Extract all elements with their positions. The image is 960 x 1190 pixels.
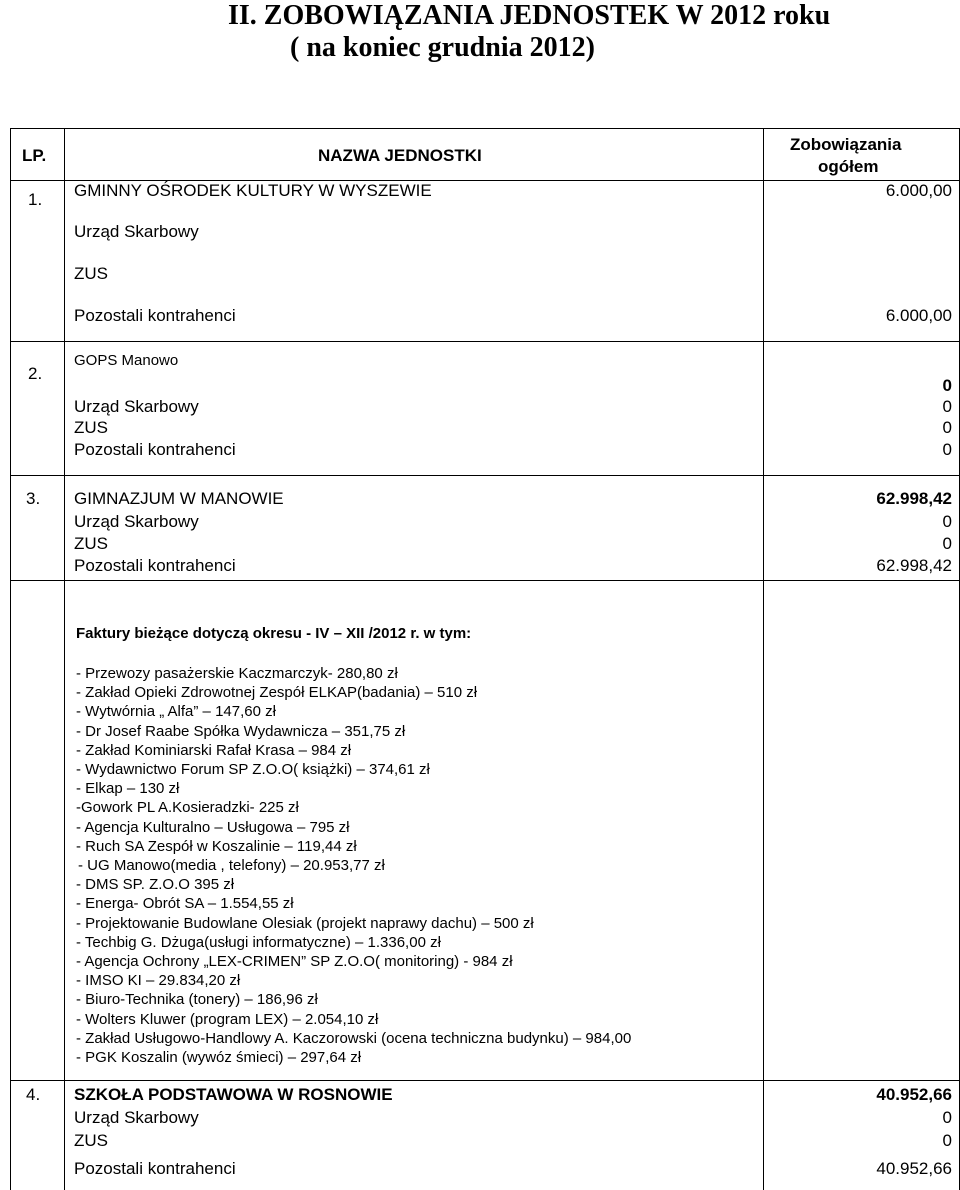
header-total-line1: Zobowiązania xyxy=(790,135,902,154)
unit-lp: 1. xyxy=(28,190,43,209)
row-label: ZUS xyxy=(74,264,108,283)
invoice-line: - Energa- Obrót SA – 1.554,55 zł xyxy=(76,895,294,913)
row-value: 0 xyxy=(942,397,952,416)
row-label: ZUS xyxy=(74,534,108,553)
row-value: 62.998,42 xyxy=(876,556,952,575)
invoice-line: - Projektowanie Budowlane Olesiak (projekt naprawy dachu) – 500 zł xyxy=(76,914,534,932)
invoice-line: - Zakład Kominiarski Rafał Krasa – 984 zł xyxy=(76,741,352,759)
row-value: 0 xyxy=(942,512,952,531)
row-label: Urząd Skarbowy xyxy=(74,512,199,531)
row-label: Urząd Skarbowy xyxy=(74,222,199,241)
invoice-line: - DMS SP. Z.O.O 395 zł xyxy=(76,876,235,894)
unit-lp: 4. xyxy=(26,1085,41,1104)
invoice-line: - UG Manowo(media , telefony) – 20.953,77 zł xyxy=(78,857,385,874)
row-label: Urząd Skarbowy xyxy=(74,1108,199,1127)
row-label: ZUS xyxy=(74,1131,108,1150)
invoice-line: - Elkap – 130 zł xyxy=(76,780,180,798)
invoice-line: - Dr Josef Raabe Spółka Wydawnicza – 351,75 zł xyxy=(76,722,406,740)
invoice-line: -Gowork PL A.Kosieradzki- 225 zł xyxy=(76,799,299,817)
unit-total: 62.998,42 xyxy=(876,489,952,508)
row-value: 0 xyxy=(942,440,952,459)
invoice-line: - Wolters Kluwer (program LEX) – 2.054,10 zł xyxy=(76,1010,379,1028)
unit-total: 40.952,66 xyxy=(876,1085,952,1104)
unit-name: SZKOŁA PODSTAWOWA W ROSNOWIE xyxy=(74,1085,393,1104)
row-value: 0 xyxy=(942,418,952,437)
invoice-line: - IMSO KI – 29.834,20 zł xyxy=(76,972,241,990)
invoice-line: - Agencja Kulturalno – Usługowa – 795 zł xyxy=(76,818,350,836)
row-label: Pozostali kontrahenci xyxy=(74,306,236,325)
header-total-line2: ogółem xyxy=(818,157,879,176)
row-value: 0 xyxy=(942,534,952,553)
invoice-line: - PGK Koszalin (wywóz śmieci) – 297,64 zł xyxy=(76,1049,362,1066)
row-value: 0 xyxy=(942,1108,952,1127)
invoice-line: - Wydawnictwo Forum SP Z.O.O( książki) – 374,61 zł xyxy=(76,761,430,778)
row-value: 0 xyxy=(942,1131,952,1150)
row-value: 6.000,00 xyxy=(885,306,952,325)
invoice-line: - Przewozy pasażerskie Kaczmarczyk- 280,80 zł xyxy=(76,665,398,682)
unit-total: 0 xyxy=(942,376,952,395)
invoice-line: - Biuro-Technika (tonery) – 186,96 zł xyxy=(76,991,318,1009)
unit-lp: 3. xyxy=(26,489,41,508)
invoice-line: - Zakład Usługowo-Handlowy A. Kaczorowski (ocena techniczna budynku) – 984,00 xyxy=(76,1029,632,1047)
invoice-line: - Ruch SA Zespół w Koszalinie – 119,44 zł xyxy=(76,837,357,855)
row-label: Urząd Skarbowy xyxy=(74,397,199,416)
invoice-line: - Agencja Ochrony „LEX-CRIMEN” SP Z.O.O( monitoring) - 984 zł xyxy=(76,953,513,970)
unit-total: 6.000,00 xyxy=(885,181,952,200)
unit-name: GOPS Manowo xyxy=(74,352,179,369)
unit-lp: 2. xyxy=(28,364,43,383)
document-subtitle: ( na koniec grudnia 2012) xyxy=(290,32,595,63)
header-lp: LP. xyxy=(22,146,47,165)
unit-name: GMINNY OŚRODEK KULTURY W WYSZEWIE xyxy=(74,181,432,200)
invoice-line: - Techbig G. Dżuga(usługi informatyczne) – 1.336,00 zł xyxy=(76,933,441,951)
header-name: NAZWA JEDNOSTKI xyxy=(318,146,482,165)
unit-name: GIMNAZJUM W MANOWIE xyxy=(74,489,284,508)
row-label: Pozostali kontrahenci xyxy=(74,556,236,575)
invoices-heading: Faktury bieżące dotyczą okresu - IV – XII /2012 r. w tym: xyxy=(76,625,472,642)
invoice-line: - Wytwórnia „ Alfa” – 147,60 zł xyxy=(76,703,276,721)
invoice-line: - Zakład Opieki Zdrowotnej Zespół ELKAP(badania) – 510 zł xyxy=(76,684,478,702)
row-label: ZUS xyxy=(74,418,108,437)
document-title: II. ZOBOWIĄZANIA JEDNOSTEK W 2012 roku xyxy=(228,0,831,31)
row-value: 40.952,66 xyxy=(876,1159,952,1178)
row-label: Pozostali kontrahenci xyxy=(74,1159,236,1178)
row-label: Pozostali kontrahenci xyxy=(74,440,236,459)
